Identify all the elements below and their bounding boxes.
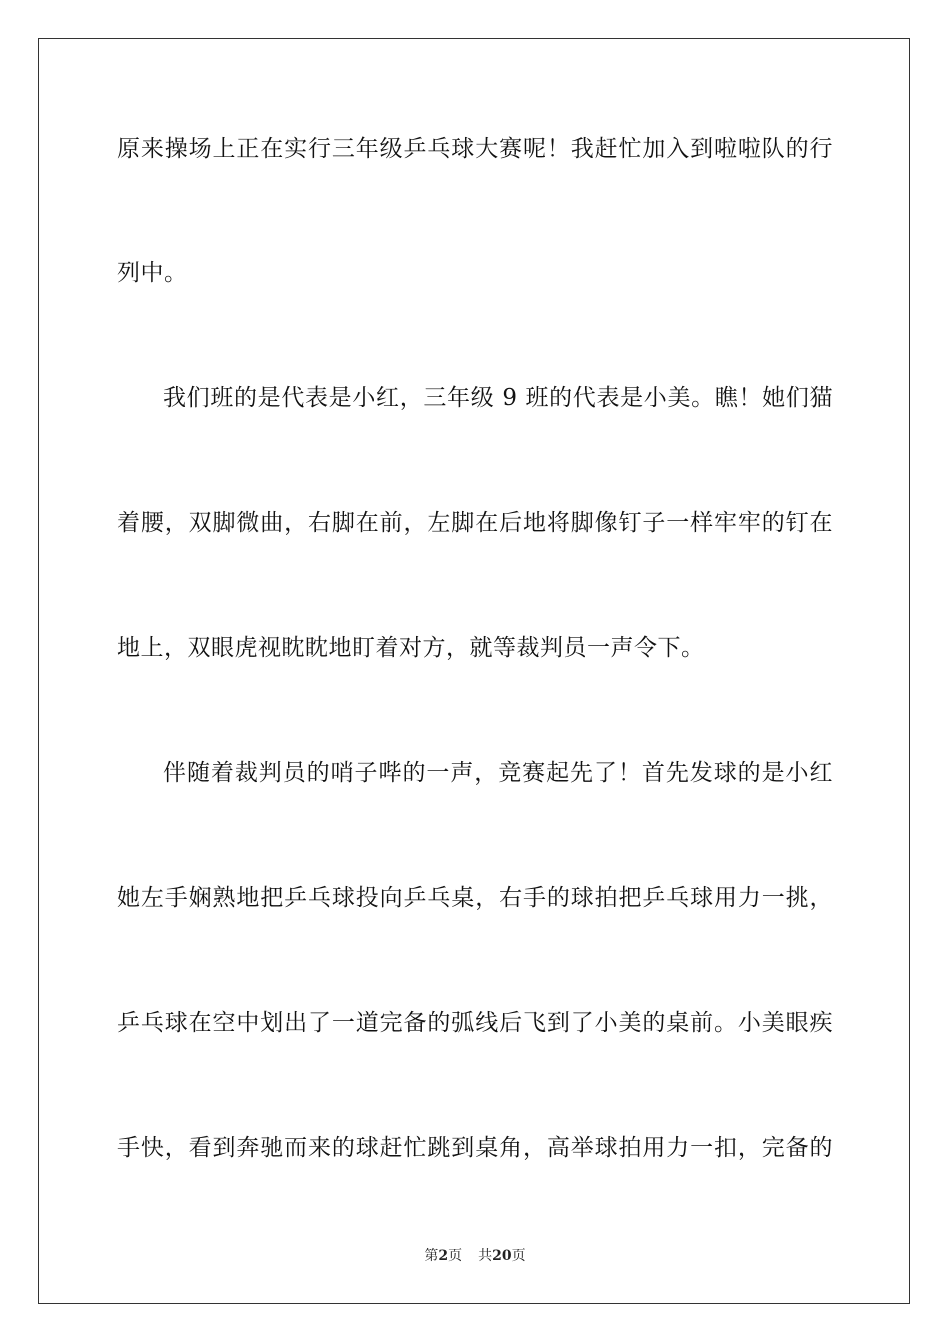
text-line-4: 着腰，双脚微曲，右脚在前，左脚在后地将脚像钉子一样牢牢的钉在 — [117, 510, 833, 536]
text-line-9: 手快，看到奔驰而来的球赶忙跳到桌角，高举球拍用力一扣，完备的 — [117, 1135, 833, 1161]
text-line-7: 她左手娴熟地把乒乓球投向乒乓桌，右手的球拍把乒乓球用力一挑， — [117, 885, 833, 911]
total-pages-label: 共20页 — [478, 1248, 526, 1264]
text-line-3: 我们班的是代表是小红，三年级 9 班的代表是小美。瞧！她们猫 — [163, 385, 833, 411]
page-footer — [0, 1246, 950, 1266]
text-line-5: 地上，双眼虎视眈眈地盯着对方，就等裁判员一声令下。 — [117, 635, 705, 661]
page-number-label: 第2页 — [424, 1248, 463, 1264]
text-line-2: 列中。 — [117, 260, 188, 286]
text-line-1: 原来操场上正在实行三年级乒乓球大赛呢！我赶忙加入到啦啦队的行 — [117, 136, 833, 162]
page-border — [38, 38, 910, 1304]
text-line-6: 伴随着裁判员的哨子哔的一声，竞赛起先了！首先发球的是小红 — [163, 760, 833, 786]
text-line-8: 乒乓球在空中划出了一道完备的弧线后飞到了小美的桌前。小美眼疾 — [117, 1010, 833, 1036]
